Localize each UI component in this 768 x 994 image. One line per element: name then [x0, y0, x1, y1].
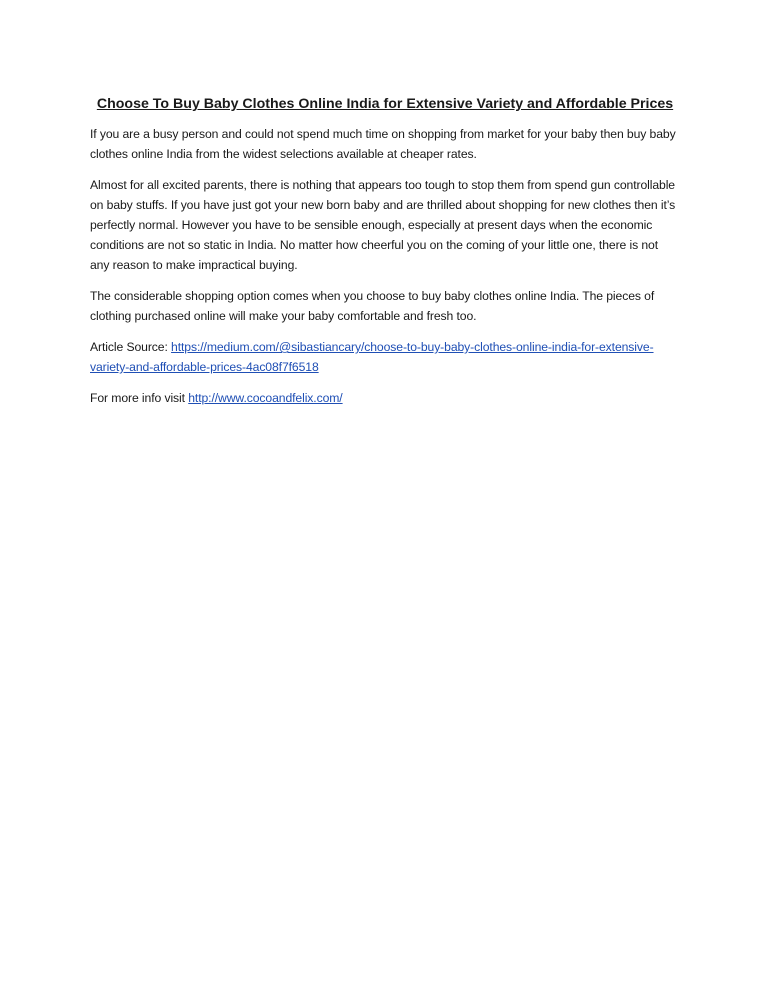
more-info-line — [90, 388, 680, 408]
more-info-link[interactable]: http://www.cocoandfelix.com/ — [188, 391, 343, 405]
article-source-label: Article Source: — [90, 340, 172, 354]
more-info-label: For more info visit — [90, 391, 189, 405]
paragraph-parents: Almost for all excited parents, there is nothing that appears too tough to stop them from spend gun controllable on baby stuffs. If you have just got your new born baby and are thrilled about shopping for new clothes then it’s perfectly normal. However you have to be sensible enough, especially at present days when the economic conditions are not so static in India. No matter how cheerful you on the coming of your little one, there is not any reason to make impractical buying. — [90, 178, 676, 272]
article-source-link[interactable]: https://medium.com/@sibastiancary/choose-to-buy-baby-clothes-online-india-for-extensive-variety-and-affordable-prices-4ac08f7f6518 — [90, 340, 654, 374]
document-title: Choose To Buy Baby Clothes Online India for Extensive Variety and Affordable Prices — [96, 96, 674, 112]
document-body — [90, 93, 680, 419]
paragraph-shopping-option: The considerable shopping option comes when you choose to buy baby clothes online India. The pieces of clothing purchased online will make your baby comfortable and fresh too. — [90, 289, 655, 323]
article-source-line — [90, 337, 680, 377]
paragraph-intro: If you are a busy person and could not spend much time on shopping from market for your baby then buy baby clothes online India from the widest selections available at cheaper rates. — [90, 127, 676, 161]
